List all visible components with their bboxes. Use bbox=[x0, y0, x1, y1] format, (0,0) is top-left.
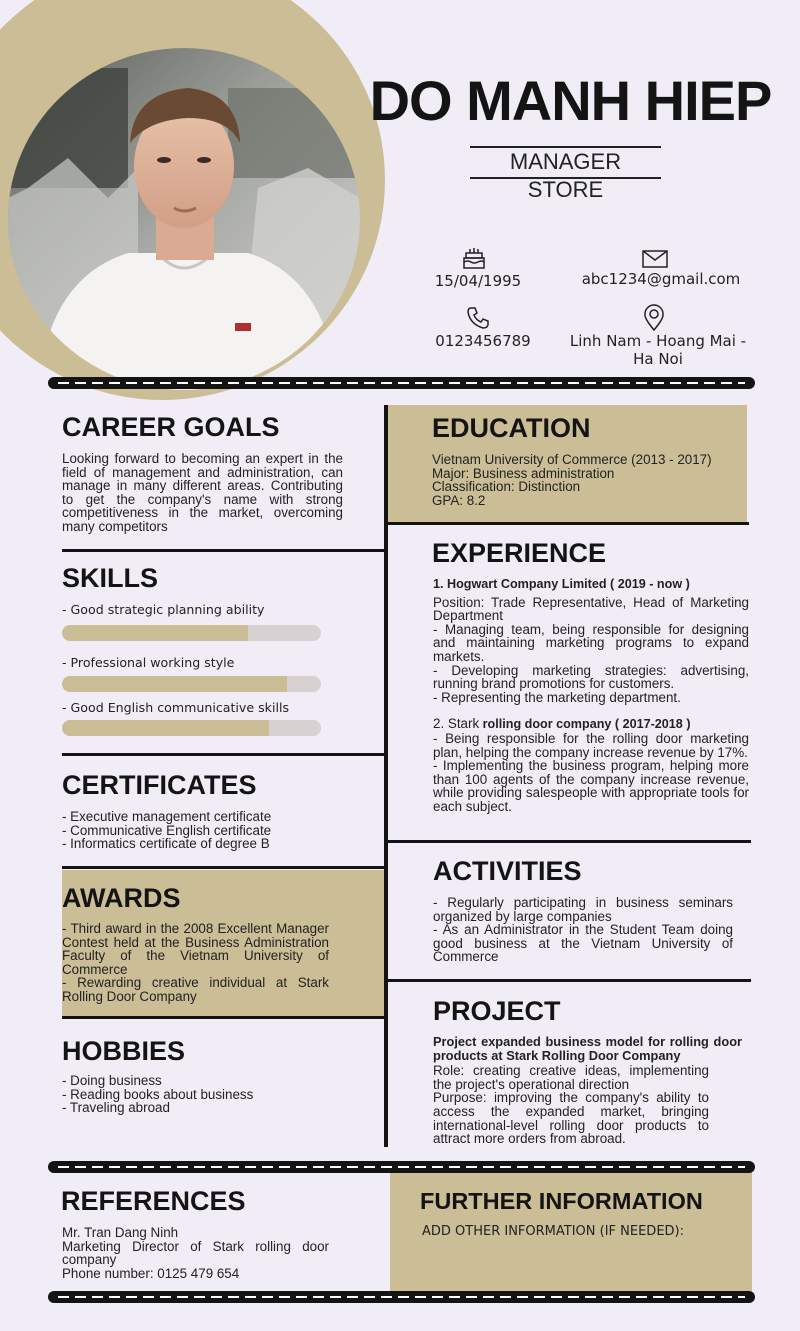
career-goals-text: Looking forward to becoming an expert in the field of management and administration, can manage in many different areas. Contributing to get the company's name with strong competitiveness in the market, overcoming many competitors bbox=[62, 451, 343, 534]
education-school: Vietnam University of Commerce (2013 - 2017) bbox=[432, 452, 712, 467]
hobby-item: - Traveling abroad bbox=[62, 1100, 170, 1116]
job-bullet: - Representing the marketing department. bbox=[433, 689, 681, 705]
divider bbox=[386, 840, 751, 843]
skill-label: - Good strategic planning ability bbox=[62, 602, 265, 617]
certificate-item: - Informatics certificate of degree B bbox=[62, 836, 270, 852]
references-title: REFERENCES bbox=[61, 1186, 246, 1216]
job-heading-company: rolling door company ( 2017-2018 ) bbox=[479, 717, 691, 732]
skill-label: - Good English communicative skills bbox=[62, 700, 290, 715]
email-address: abc1234@gmail.com bbox=[581, 270, 741, 288]
location-pin-icon bbox=[642, 304, 666, 332]
activities-title: ACTIVITIES bbox=[433, 856, 582, 886]
further-info-title: FURTHER INFORMATION bbox=[420, 1188, 703, 1214]
candidate-name: DO MANH HIEP bbox=[369, 69, 772, 132]
profile-photo bbox=[8, 48, 360, 390]
reference-position: Marketing Director of Stark rolling door company bbox=[62, 1238, 329, 1268]
experience-title: EXPERIENCE bbox=[432, 538, 607, 568]
hobbies-title: HOBBIES bbox=[62, 1036, 186, 1066]
job-bullet: - Developing marketing strategies: advertising, running brand promotions for customers. bbox=[433, 662, 749, 692]
education-title: EDUCATION bbox=[432, 413, 591, 443]
address: Linh Nam - Hoang Mai - Ha Noi bbox=[569, 332, 747, 368]
job-title: MANAGER STORE bbox=[470, 146, 661, 179]
certificate-item: - Communicative English certificate bbox=[62, 822, 272, 838]
middle-divider-rail bbox=[48, 1161, 755, 1173]
certificate-item: - Executive management certificate bbox=[62, 809, 272, 824]
divider bbox=[62, 1016, 386, 1019]
references-details bbox=[62, 1226, 329, 1280]
project-heading-company: Stark Rolling Door Company bbox=[506, 1047, 681, 1063]
hobby-item: - Reading books about business bbox=[62, 1086, 254, 1102]
reference-name: Mr. Tran Dang Ninh bbox=[62, 1225, 179, 1240]
phone-icon bbox=[466, 306, 490, 330]
divider bbox=[62, 753, 386, 756]
project-details bbox=[433, 1035, 742, 1146]
top-divider-rail bbox=[48, 377, 755, 389]
skill-bar-fill bbox=[62, 720, 269, 736]
job-position: Position: Trade Representative, Head of Marketing Department bbox=[433, 594, 749, 624]
experience-details bbox=[433, 578, 749, 814]
award-item: - Third award in the 2008 Excellent Manager Contest held at the Business Administration Faculty of the Vietnam University of Commerce bbox=[62, 921, 329, 977]
activities-list bbox=[433, 896, 733, 964]
project-heading-text: Project expanded business model for rolling door products at bbox=[433, 1034, 742, 1063]
skill-bar-fill bbox=[62, 625, 248, 641]
job-heading bbox=[433, 717, 749, 732]
skill-bar bbox=[62, 625, 321, 641]
awards-title: AWARDS bbox=[62, 883, 181, 913]
reference-phone: Phone number: 0125 479 654 bbox=[62, 1265, 240, 1281]
job-bullet: - Implementing the business program, helping more than 100 agents of the company increase revenue, while providing salespeople with appropriate tools for each subject. bbox=[433, 758, 749, 814]
skill-bar-fill bbox=[62, 676, 287, 692]
divider bbox=[62, 549, 386, 552]
further-info-subtitle: ADD OTHER INFORMATION (IF NEEDED): bbox=[422, 1224, 684, 1239]
skill-bar bbox=[62, 720, 321, 736]
job-bullet: - Being responsible for the rolling door marketing plan, helping the company increase revenue by 17%. bbox=[433, 730, 749, 760]
skills-title: SKILLS bbox=[62, 563, 159, 593]
education-gpa: GPA: 8.2 bbox=[432, 492, 486, 508]
certificates-list bbox=[62, 810, 362, 851]
project-heading bbox=[433, 1035, 742, 1062]
education-details bbox=[432, 453, 742, 507]
certificates-title: CERTIFICATES bbox=[62, 770, 257, 800]
divider bbox=[386, 522, 749, 525]
hobbies-list bbox=[62, 1074, 362, 1115]
project-purpose: Purpose: improving the company's ability to access the expanded market, bringing international-level rolling door products to attract more orders from abroad. bbox=[433, 1090, 709, 1147]
skill-bar bbox=[62, 676, 321, 692]
award-item: - Rewarding creative individual at Stark Rolling Door Company bbox=[62, 975, 329, 1004]
job-bullet: - Managing team, being responsible for designing and maintaining marketing programs to expand markets. bbox=[433, 621, 749, 664]
activity-item: - Regularly participating in business seminars organized by large companies bbox=[433, 895, 733, 924]
phone-number: 0123456789 bbox=[435, 332, 531, 350]
project-title: PROJECT bbox=[433, 996, 561, 1026]
activity-item: - As an Administrator in the Student Team doing good business at the Vietnam University of Commerce bbox=[433, 922, 733, 965]
envelope-icon bbox=[642, 249, 668, 269]
career-goals-title: CAREER GOALS bbox=[62, 412, 280, 442]
birth-date: 15/04/1995 bbox=[434, 272, 522, 290]
bottom-divider-rail bbox=[48, 1291, 755, 1303]
job-heading-prefix: 2. Stark bbox=[433, 716, 480, 732]
education-major: Major: Business administration bbox=[432, 465, 615, 481]
hobby-item: - Doing business bbox=[62, 1073, 162, 1088]
education-classification: Classification: Distinction bbox=[432, 479, 581, 495]
divider bbox=[386, 979, 751, 982]
project-role: Role: creating creative ideas, implementing the project's operational direction bbox=[433, 1063, 709, 1092]
job-heading: 1. Hogwart Company Limited ( 2019 - now ) bbox=[433, 577, 690, 591]
skill-label: - Professional working style bbox=[62, 655, 235, 670]
birthday-cake-icon bbox=[460, 244, 488, 272]
divider bbox=[62, 866, 386, 869]
awards-list bbox=[62, 922, 329, 1004]
